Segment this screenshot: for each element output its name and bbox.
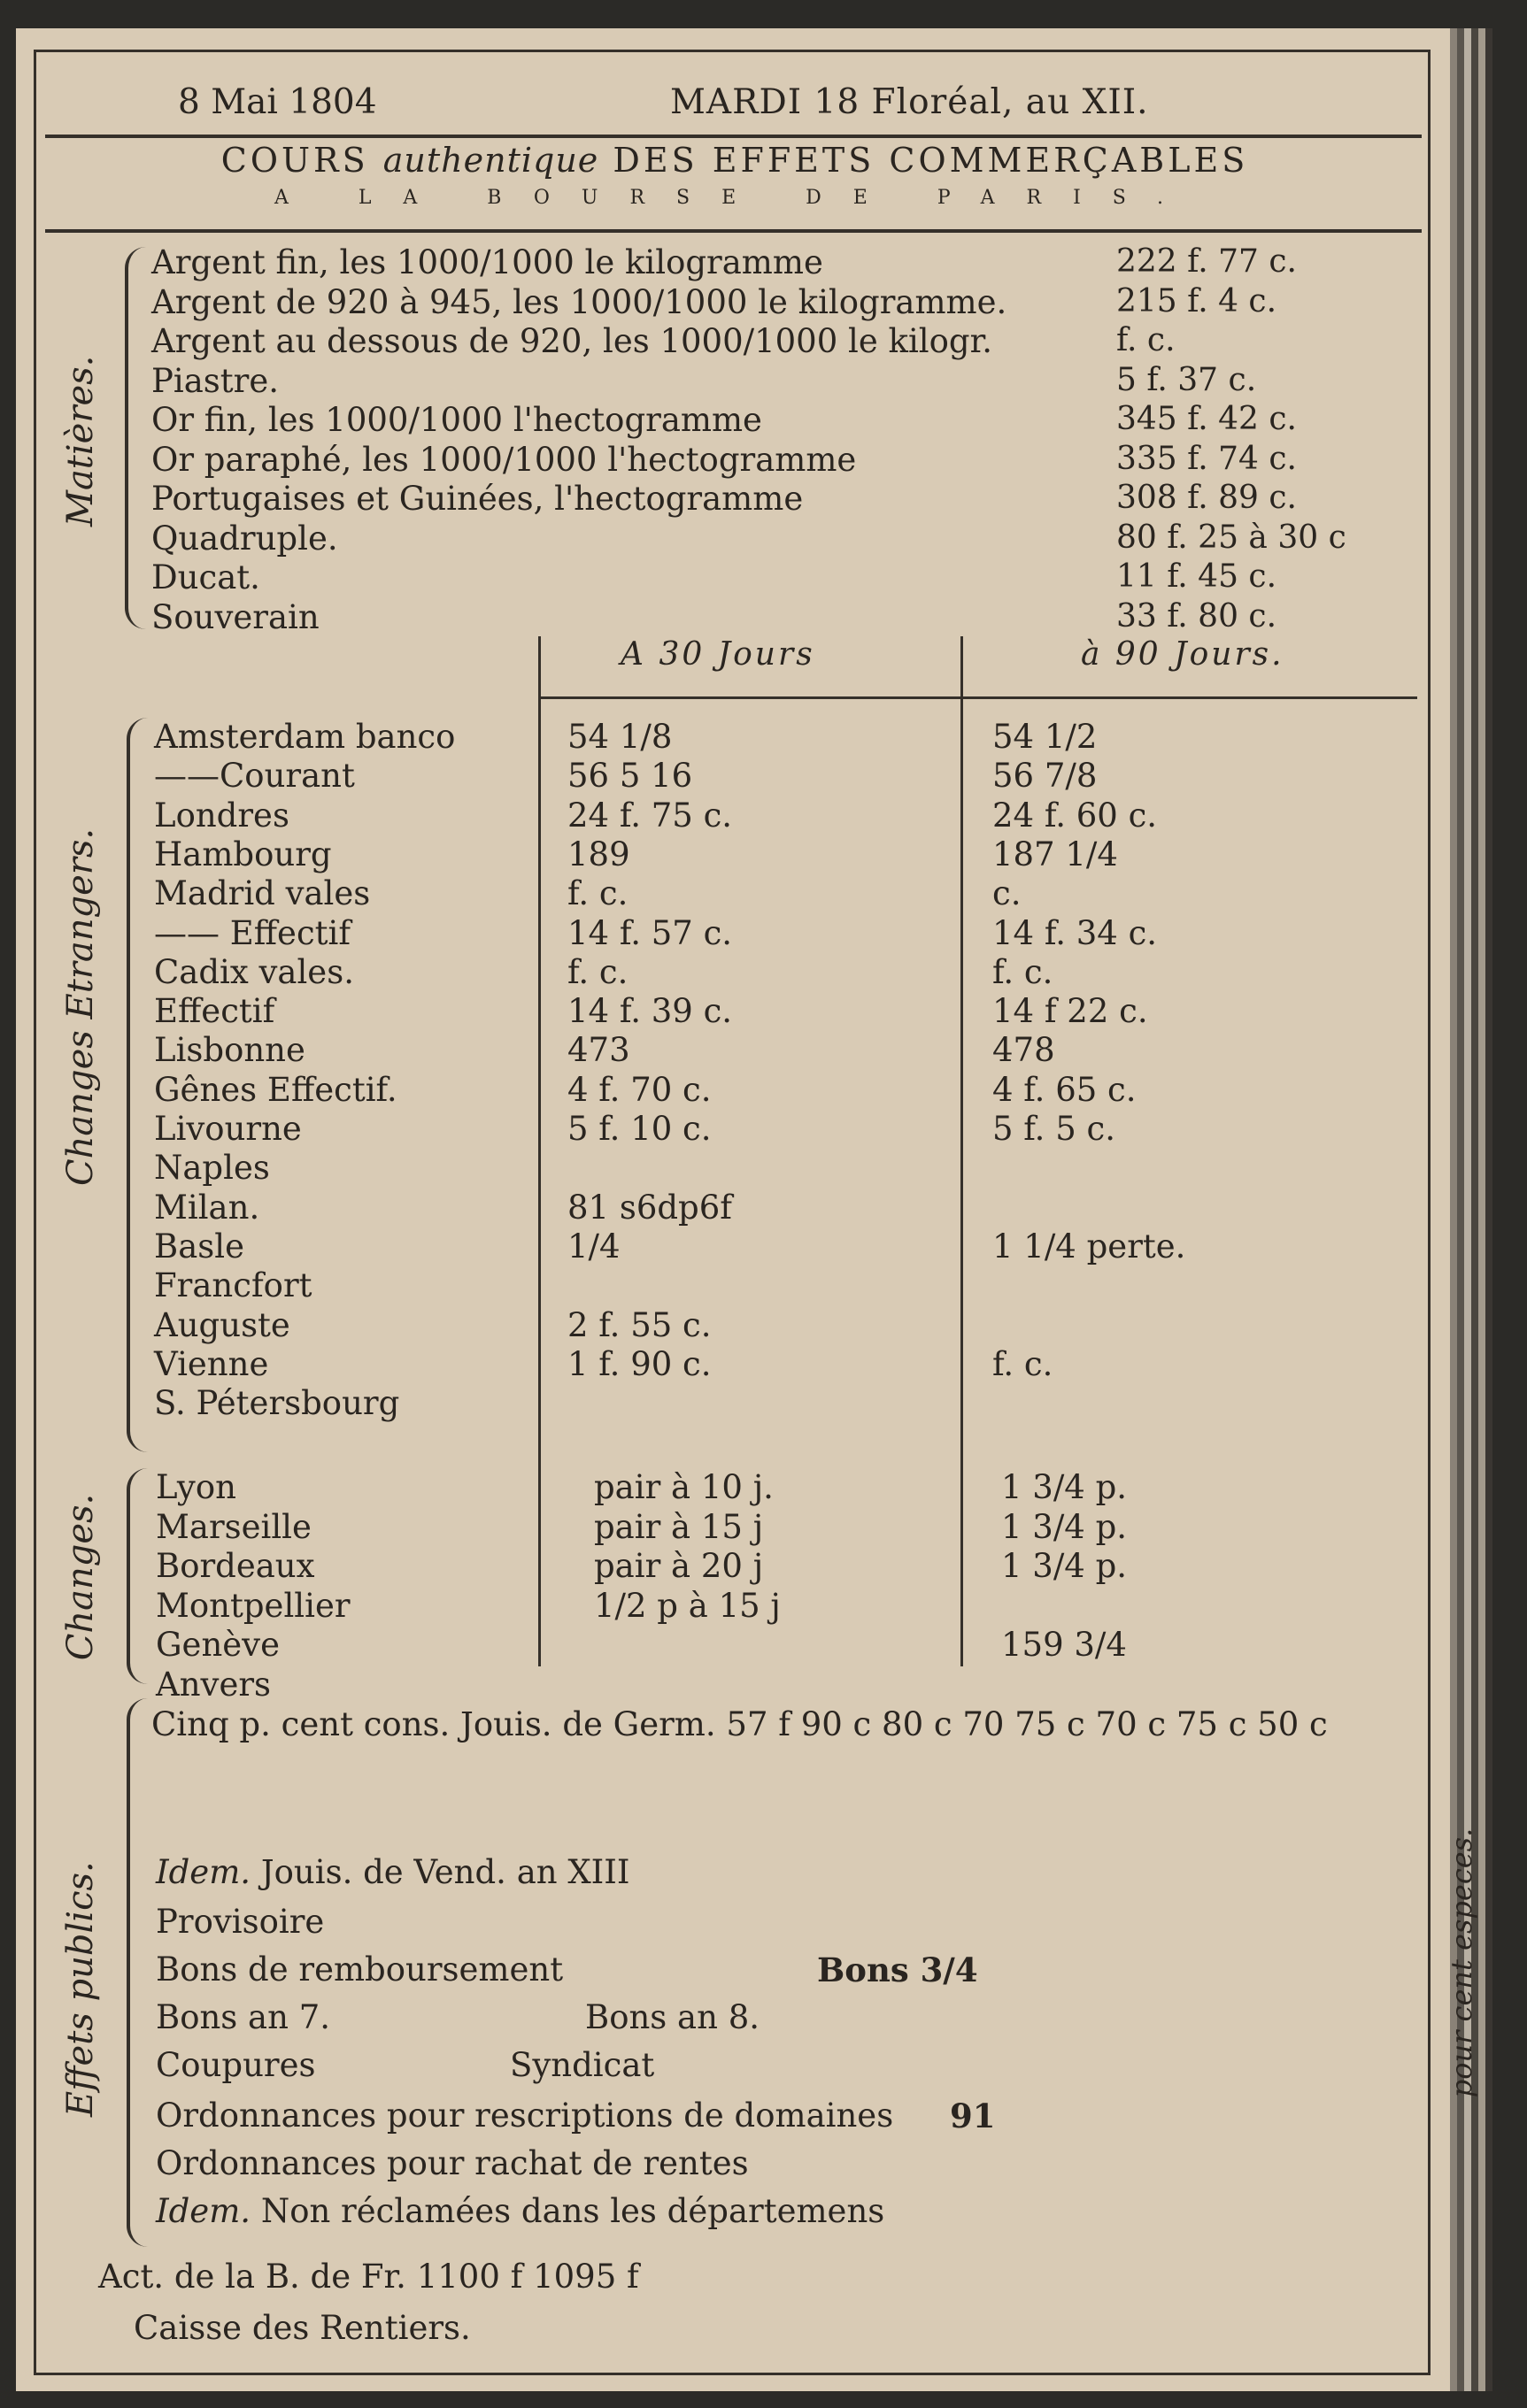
etrangers-value-90: f. c. bbox=[992, 953, 1053, 991]
changes-brace bbox=[127, 1468, 148, 1684]
etrangers-item-name: S. Pétersbourg bbox=[154, 1384, 400, 1422]
matieres-item-name: Or fin, les 1000/1000 l'hectogramme bbox=[151, 401, 762, 439]
etrangers-item-name: Auguste bbox=[154, 1306, 290, 1344]
etrangers-item-name: Francfort bbox=[154, 1266, 312, 1304]
etrangers-value-90: 4 f. 65 c. bbox=[992, 1071, 1137, 1109]
page-title bbox=[36, 141, 1433, 180]
etrangers-value-30: 1 f. 90 c. bbox=[567, 1345, 712, 1383]
bons-remboursement-row: Bons de remboursement bbox=[156, 1950, 564, 1989]
matieres-item-name: Argent fin, les 1000/1000 le kilogramme bbox=[151, 243, 823, 281]
matieres-item-value: 33 f. 80 c. bbox=[1116, 598, 1277, 635]
etrangers-value-90: c. bbox=[992, 874, 1022, 912]
almanac-page bbox=[16, 28, 1478, 2391]
etrangers-value-30: f. c. bbox=[567, 953, 629, 991]
etrangers-item-name: ——Courant bbox=[154, 757, 355, 795]
matieres-item-value: 11 f. 45 c. bbox=[1116, 558, 1277, 595]
col-header-30: A 30 Jours bbox=[621, 636, 815, 673]
matieres-item-value: 335 f. 74 c. bbox=[1116, 441, 1297, 477]
idem-vend-row bbox=[156, 1853, 630, 1891]
title-italic: authentique bbox=[382, 141, 599, 180]
etrangers-item-name: Gênes Effectif. bbox=[154, 1071, 397, 1109]
etrangers-item-name: —— Effectif bbox=[154, 914, 351, 952]
effets-publics-label: Effets publics. bbox=[60, 1861, 101, 2117]
bons-value: Bons 3/4 bbox=[817, 1950, 978, 1989]
changes-item-name: Montpellier bbox=[156, 1587, 351, 1625]
etrangers-item-name: Effectif bbox=[154, 992, 275, 1030]
matieres-item-name: Or paraphé, les 1000/1000 l'hectogramme bbox=[151, 441, 857, 479]
column-header-rule bbox=[541, 696, 1417, 699]
cinq-pct-row: Cinq p. cent cons. Jouis. de Germ. 57 f 90 c 80 c 70 75 c 70 c 75 c 50 c bbox=[151, 1705, 1328, 1743]
etrangers-value-90: 1 1/4 perte. bbox=[992, 1227, 1186, 1266]
ordonnances-rescriptions-row: Ordonnances pour rescriptions de domaines bbox=[156, 2096, 894, 2135]
changes-value-30: pair à 15 j bbox=[594, 1508, 764, 1546]
bons-an7-row: Bons an 7. bbox=[156, 1998, 330, 2036]
actions-banque-row: Act. de la B. de Fr. 1100 f 1095 f bbox=[98, 2258, 639, 2296]
bons-an8-row: Bons an 8. bbox=[585, 1998, 760, 2036]
column-divider-left bbox=[538, 636, 541, 1666]
header-rule-bottom bbox=[45, 229, 1422, 233]
etrangers-item-name: Madrid vales bbox=[154, 874, 371, 912]
etrangers-value-30: 5 f. 10 c. bbox=[567, 1110, 712, 1148]
matieres-item-value: f. c. bbox=[1116, 322, 1176, 358]
provisoire-row: Provisoire bbox=[156, 1903, 325, 1941]
etrangers-value-30: 54 1/8 bbox=[567, 718, 673, 756]
non-reclamees-row bbox=[156, 2192, 884, 2230]
changes-item-name: Lyon bbox=[156, 1468, 236, 1506]
title-pre: COURS bbox=[220, 141, 369, 180]
etrangers-value-90: 5 f. 5 c. bbox=[992, 1110, 1115, 1148]
etrangers-value-30: 1/4 bbox=[567, 1227, 621, 1266]
matieres-item-name: Quadruple. bbox=[151, 519, 338, 558]
changes-value-90: 1 3/4 p. bbox=[1001, 1468, 1128, 1506]
etrangers-item-name: Amsterdam banco bbox=[154, 718, 456, 756]
matieres-item-name: Portugaises et Guinées, l'hectogramme bbox=[151, 480, 804, 518]
etrangers-value-90: 54 1/2 bbox=[992, 718, 1098, 756]
price-sheet bbox=[34, 50, 1478, 2375]
etrangers-item-name: Lisbonne bbox=[154, 1031, 305, 1069]
etrangers-value-30: f. c. bbox=[567, 874, 629, 912]
etrangers-value-30: 473 bbox=[567, 1031, 630, 1069]
matieres-item-name: Ducat. bbox=[151, 558, 260, 596]
coupures-row: Coupures bbox=[156, 2046, 316, 2084]
non-reclamees-text: Non réclamées dans les départemens bbox=[260, 2192, 885, 2230]
matieres-item-value: 5 f. 37 c. bbox=[1116, 362, 1257, 398]
matieres-item-value: 222 f. 77 c. bbox=[1116, 243, 1297, 280]
etrangers-item-name: Londres bbox=[154, 796, 289, 835]
ordonnances-value: 91 bbox=[950, 2096, 996, 2135]
etrangers-value-30: 56 5 16 bbox=[567, 757, 693, 795]
ordonnances-rachat-row: Ordonnances pour rachat de rentes bbox=[156, 2144, 749, 2182]
changes-value-90: 1 3/4 p. bbox=[1001, 1547, 1128, 1585]
changes-item-name: Anvers bbox=[156, 1666, 272, 1704]
etrangers-value-90: 24 f. 60 c. bbox=[992, 796, 1158, 835]
matieres-item-name: Piastre. bbox=[151, 362, 279, 400]
matieres-item-name: Argent de 920 à 945, les 1000/1000 le kilogramme. bbox=[151, 283, 1007, 321]
column-divider-right bbox=[960, 636, 963, 1666]
etrangers-item-name: Hambourg bbox=[154, 835, 332, 873]
matieres-item-name: Argent au dessous de 920, les 1000/1000 le kilogr. bbox=[151, 322, 992, 360]
title-post: DES EFFETS COMMERÇABLES bbox=[613, 141, 1249, 180]
etrangers-value-30: 14 f. 39 c. bbox=[567, 992, 733, 1030]
header-date: 8 Mai 1804 bbox=[178, 82, 377, 122]
changes-value-90: 159 3/4 bbox=[1001, 1626, 1127, 1664]
etrangers-item-name: Vienne bbox=[154, 1345, 269, 1383]
idem-vend-text: Jouis. de Vend. an XIII bbox=[260, 1853, 630, 1891]
side-label-especes: pour cent especes. bbox=[1445, 1827, 1478, 2098]
idem-prefix: Idem. bbox=[156, 1853, 251, 1891]
changes-item-name: Genève bbox=[156, 1626, 280, 1664]
changes-item-name: Marseille bbox=[156, 1508, 312, 1546]
etrangers-item-name: Livourne bbox=[154, 1110, 302, 1148]
changes-etrangers-brace bbox=[127, 718, 148, 1452]
matieres-item-value: 80 f. 25 à 30 c bbox=[1116, 519, 1346, 556]
matieres-item-name: Souverain bbox=[151, 598, 320, 636]
etrangers-item-name: Naples bbox=[154, 1149, 270, 1187]
changes-value-30: 1/2 p à 15 j bbox=[594, 1587, 781, 1625]
etrangers-value-90: 14 f 22 c. bbox=[992, 992, 1148, 1030]
etrangers-item-name: Basle bbox=[154, 1227, 244, 1266]
matieres-item-value: 308 f. 89 c. bbox=[1116, 480, 1297, 516]
syndicat-row: Syndicat bbox=[510, 2046, 655, 2084]
caisse-rentiers-row: Caisse des Rentiers. bbox=[134, 2309, 471, 2347]
matieres-item-value: 345 f. 42 c. bbox=[1116, 401, 1297, 437]
col-header-90: à 90 Jours. bbox=[1081, 636, 1284, 673]
idem2-prefix: Idem. bbox=[156, 2192, 251, 2230]
etrangers-value-30: 14 f. 57 c. bbox=[567, 914, 733, 952]
etrangers-item-name: Milan. bbox=[154, 1189, 260, 1227]
matieres-item-value: 215 f. 4 c. bbox=[1116, 283, 1277, 319]
matieres-label: Matières. bbox=[60, 355, 101, 527]
changes-value-90: 1 3/4 p. bbox=[1001, 1508, 1128, 1546]
changes-value-30: pair à 20 j bbox=[594, 1547, 764, 1585]
changes-label: Changes. bbox=[60, 1493, 101, 1661]
etrangers-value-90: f. c. bbox=[992, 1345, 1053, 1383]
etrangers-value-90: 56 7/8 bbox=[992, 757, 1098, 795]
page-subtitle: A LA BOURSE DE PARIS. bbox=[274, 187, 1196, 209]
etrangers-value-30: 189 bbox=[567, 835, 630, 873]
effets-publics-brace bbox=[127, 1698, 148, 2247]
etrangers-value-30: 24 f. 75 c. bbox=[567, 796, 733, 835]
etrangers-value-30: 81 s6dp6f bbox=[567, 1189, 732, 1227]
etrangers-value-90: 14 f. 34 c. bbox=[992, 914, 1158, 952]
etrangers-value-90: 478 bbox=[992, 1031, 1055, 1069]
matieres-brace bbox=[125, 247, 146, 629]
etrangers-item-name: Cadix vales. bbox=[154, 953, 354, 991]
changes-etrangers-label: Changes Etrangers. bbox=[60, 827, 101, 1186]
header-day: MARDI 18 Floréal, au XII. bbox=[670, 82, 1149, 122]
etrangers-value-30: 2 f. 55 c. bbox=[567, 1306, 712, 1344]
header-rule-top bbox=[45, 135, 1422, 138]
changes-value-30: pair à 10 j. bbox=[594, 1468, 774, 1506]
etrangers-value-30: 4 f. 70 c. bbox=[567, 1071, 712, 1109]
etrangers-value-90: 187 1/4 bbox=[992, 835, 1118, 873]
changes-item-name: Bordeaux bbox=[156, 1547, 315, 1585]
